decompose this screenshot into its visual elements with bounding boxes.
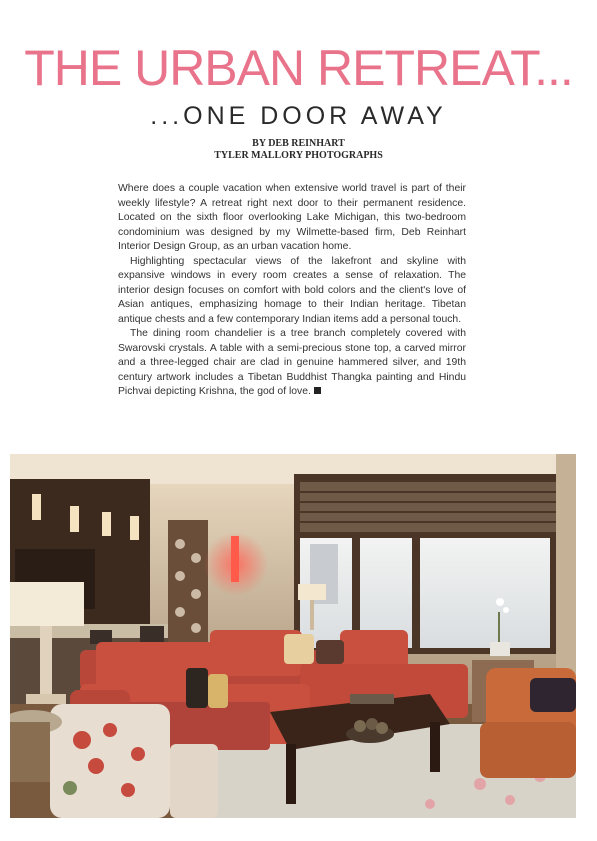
armchair-right — [480, 668, 576, 778]
living-room-photo — [10, 454, 576, 818]
article-paragraph — [118, 327, 466, 400]
article-paragraph — [118, 255, 466, 328]
end-mark-icon — [314, 387, 321, 394]
byline-photographer: TYLER MALLORY PHOTOGRAPHS — [214, 150, 383, 161]
byline-author: BY DEB REINHART — [252, 138, 345, 149]
paragraph-text: Highlighting spectacular views of the lakefront and skyline with expansive windows in every room creates a sense of relaxation. The interior design focuses on comfort with bold colors and the client's love of Asian antiques, emphasizing homage to their Indian heritage. Tibetan antique chests and a few contemporary Indian items add a personal touch. — [118, 255, 466, 325]
article-body — [118, 182, 466, 400]
article-subtitle: ...ONE DOOR AWAY — [150, 102, 447, 130]
paragraph-text: The dining room chandelier is a tree branch completely covered with Swarovski crystals. A table with a semi-precious stone top, a carved mirror and a three-legged chair are clad in genuine hammered silver, and 19th century artwork includes a Tibetan Buddhist Thangka painting and Hindu Pichvai depicting Krishna, the god of love. — [118, 328, 466, 397]
byline — [0, 138, 597, 162]
article-paragraph: Where does a couple vacation when extensive world travel is part of their weekly lifestyle? A retreat right next door to their permanent residence. Located on the sixth floor overlooking Lake Michigan, this two-bedroom condominium was designed by my Wilmette-based firm, Deb Reinhart Interior Design Group, as an urban vacation home. — [118, 183, 466, 252]
article-title: THE URBAN RETREAT... — [24, 40, 573, 96]
